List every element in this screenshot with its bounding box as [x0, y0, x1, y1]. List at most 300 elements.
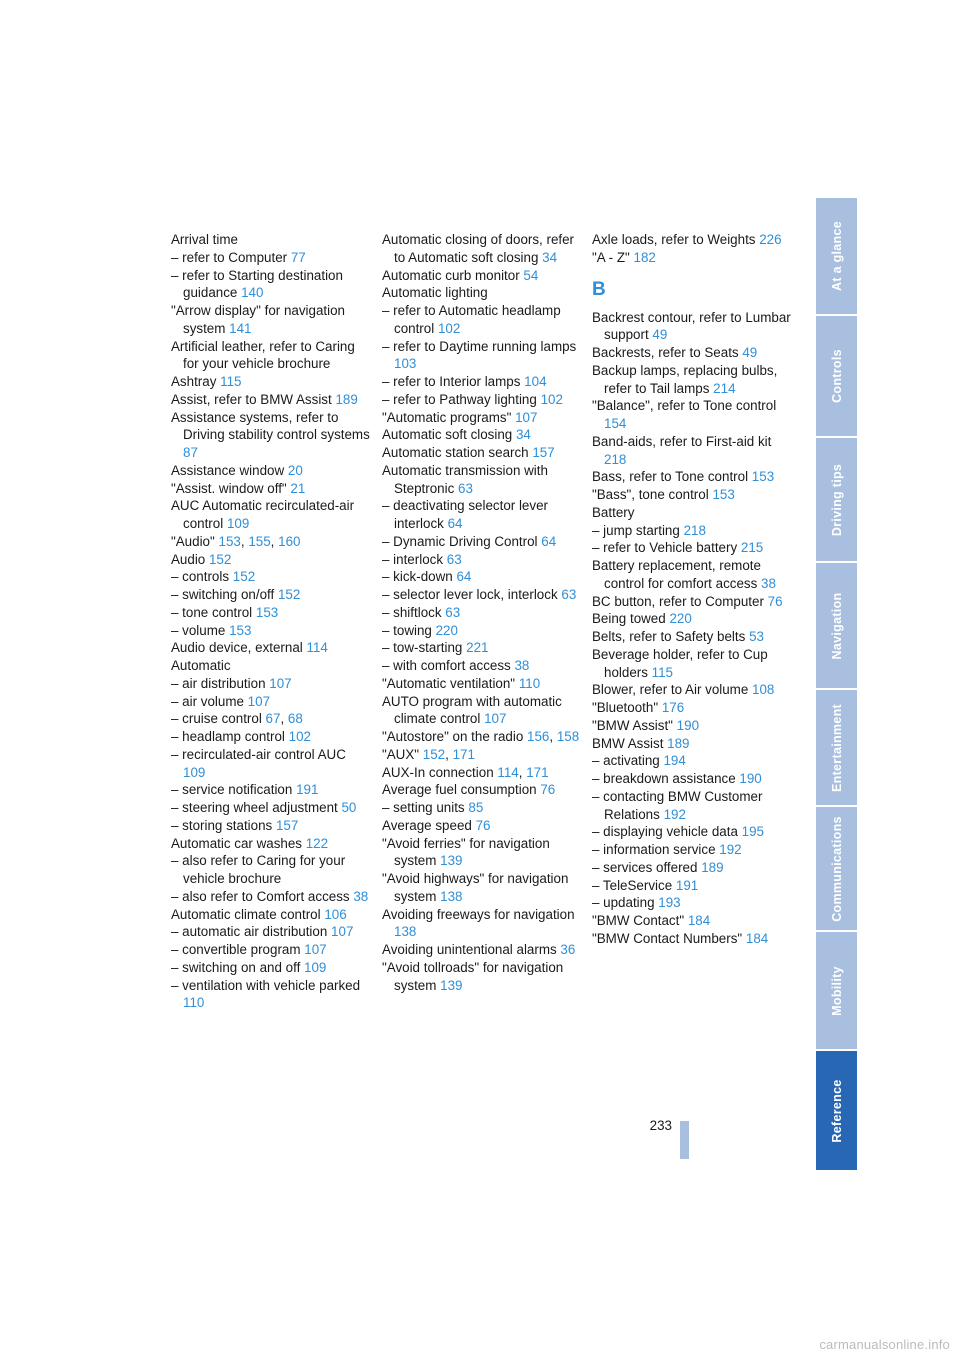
page-link[interactable]: 87 — [183, 445, 198, 460]
page-separator: , — [549, 729, 554, 744]
index-entry — [592, 894, 792, 912]
tab-label: Reference — [829, 1078, 844, 1143]
page-link[interactable]: 103 — [394, 356, 417, 372]
index-entry — [592, 433, 792, 469]
page-link[interactable]: 152 — [277, 587, 301, 602]
index-entry — [171, 852, 371, 888]
index-entry-text: – refer to Pathway lighting — [382, 391, 537, 407]
index-entry — [592, 362, 792, 398]
index-entry-text: – headlamp control — [171, 729, 285, 744]
index-entry — [171, 959, 371, 977]
page-link[interactable]: 122 — [305, 835, 329, 851]
index-entry-text: – shiftlock — [382, 604, 442, 620]
page-link[interactable]: 214 — [713, 380, 736, 396]
page-link[interactable]: 152 — [422, 746, 446, 762]
index-entry — [382, 231, 582, 267]
index-entry-text: – refer to Starting destination guidance — [171, 267, 343, 301]
page-link[interactable]: 20 — [287, 462, 303, 478]
page-link[interactable]: 176 — [661, 700, 685, 715]
page-link[interactable]: 53 — [749, 629, 764, 644]
index-entry — [171, 231, 371, 249]
page-link[interactable]: 107 — [484, 711, 507, 727]
page-link[interactable]: 160 — [278, 533, 301, 549]
index-entry — [592, 539, 792, 557]
index-entry — [592, 735, 792, 753]
index-entry — [171, 781, 371, 799]
index-entry — [171, 817, 371, 835]
page-link[interactable]: 63 — [458, 480, 473, 496]
page-link[interactable]: 64 — [447, 516, 463, 531]
page-link[interactable]: 108 — [752, 682, 775, 698]
index-entry-text: – refer to Automatic headlamp control — [382, 303, 561, 336]
index-entry-text: "Avoid ferries" for navigation system — [382, 835, 550, 869]
page-link[interactable]: 77 — [290, 249, 306, 265]
page-link[interactable]: 76 — [475, 817, 491, 833]
page-link[interactable]: 182 — [633, 249, 656, 265]
index-entry — [382, 551, 582, 569]
index-entry — [592, 912, 792, 930]
tab-entertainment[interactable] — [816, 690, 857, 807]
index-entry — [382, 639, 582, 657]
index-entry-text: – Dynamic Driving Control — [382, 533, 538, 549]
index-entry-text: – also refer to Caring for your vehicle brochure — [171, 853, 346, 886]
index-entry-text: – information service — [592, 842, 716, 857]
index-entry — [592, 344, 792, 362]
index-entry-text: "Avoid highways" for navigation system — [382, 871, 569, 904]
index-entry-text: Automatic closing of doors, refer to Automatic soft closing — [382, 232, 575, 265]
index-entry-text: "Audio" — [171, 533, 215, 549]
index-entry — [592, 628, 792, 646]
page-link[interactable]: 115 — [651, 664, 674, 680]
index-entry — [382, 462, 582, 498]
index-entry-text: "Avoid tollroads" for navigation system — [382, 959, 564, 993]
page-link[interactable]: 220 — [435, 622, 458, 638]
index-entry — [382, 497, 582, 533]
page-link[interactable]: 189 — [701, 859, 724, 875]
index-entry — [171, 941, 371, 959]
page-link[interactable]: 153 — [751, 469, 775, 485]
index-entry-text: – TeleService — [592, 877, 673, 893]
index-entry-text: Automatic car washes — [171, 835, 302, 851]
page-link[interactable]: 193 — [658, 895, 681, 911]
index-entry-text: Ashtray — [171, 374, 217, 389]
page-link[interactable]: 158 — [556, 729, 580, 744]
index-entry-text: Backrests, refer to Seats — [592, 345, 739, 360]
index-entry-text: AUTO program with automatic climate control — [382, 693, 562, 727]
page-link[interactable]: 50 — [341, 800, 357, 815]
index-entry — [592, 681, 792, 699]
tab-label: Navigation — [829, 592, 844, 659]
page-link[interactable]: 38 — [761, 575, 776, 591]
index-entry — [171, 693, 371, 711]
page-link[interactable]: 171 — [452, 746, 475, 762]
index-entry-text: AUX-In connection — [382, 764, 494, 780]
page-link[interactable]: 218 — [683, 522, 706, 538]
page-link[interactable]: 68 — [287, 711, 303, 727]
page-link[interactable]: 63 — [561, 587, 577, 602]
index-entry-text: – refer to Daytime running lamps — [382, 338, 577, 354]
page-link[interactable]: 138 — [394, 924, 417, 940]
index-entry — [382, 764, 582, 782]
page-link[interactable]: 102 — [288, 729, 311, 744]
index-entry-text: Average fuel consumption — [382, 782, 537, 798]
index-entry — [171, 799, 371, 817]
index-entry-text: – storing stations — [171, 817, 273, 833]
page-link[interactable]: 85 — [468, 800, 484, 815]
index-entry — [382, 373, 582, 391]
index-entry-text: Band-aids, refer to First-aid kit — [592, 433, 772, 449]
page-link[interactable]: 102 — [540, 391, 563, 407]
index-entry — [382, 675, 582, 693]
index-entry-text: "AUX" — [382, 746, 420, 762]
index-entry — [382, 267, 582, 285]
index-entry — [382, 622, 582, 640]
index-entry-text: – tone control — [171, 604, 253, 620]
page-separator: , — [270, 533, 275, 549]
index-entry — [382, 338, 582, 374]
page-number-bar — [680, 1121, 689, 1159]
page-link[interactable]: 107 — [515, 409, 538, 425]
index-entry-text: Automatic curb monitor — [382, 267, 520, 283]
page-link[interactable]: 218 — [604, 451, 627, 467]
index-entry-text: Arrival time — [171, 232, 238, 247]
index-column-3 — [592, 231, 792, 948]
index-entry — [171, 462, 371, 480]
index-entry-text: – with comfort access — [382, 658, 511, 673]
index-entry — [171, 657, 371, 675]
index-entry-text: – recirculated-air control AUC — [171, 746, 346, 762]
page-link[interactable]: 76 — [540, 782, 556, 798]
index-entry — [592, 486, 792, 504]
page-link[interactable]: 139 — [440, 977, 463, 993]
index-entry — [592, 823, 792, 841]
index-entry — [382, 799, 582, 817]
index-entry-text: – deactivating selector lever interlock — [382, 498, 548, 531]
index-entry — [592, 522, 792, 540]
page-link[interactable]: 152 — [208, 551, 232, 567]
index-entry-text: – cruise control — [171, 711, 262, 727]
tab-label: Driving tips — [829, 463, 844, 536]
index-entry — [592, 610, 792, 628]
index-entry-text: Automatic — [171, 658, 231, 673]
index-entry — [382, 959, 582, 995]
page-link[interactable]: 157 — [532, 445, 555, 460]
page-link[interactable]: 102 — [437, 320, 461, 336]
page-link[interactable]: 190 — [676, 717, 700, 733]
page-link[interactable]: 67 — [265, 711, 281, 727]
index-entry — [171, 888, 371, 906]
page-link[interactable]: 114 — [497, 764, 519, 780]
page-link[interactable]: 109 — [183, 764, 206, 780]
section-tabs — [816, 198, 857, 1172]
page-link[interactable]: 191 — [675, 877, 699, 893]
index-entry-text: BC button, refer to Computer — [592, 593, 764, 609]
index-entry-text: Battery — [592, 504, 635, 520]
index-entry — [382, 693, 582, 729]
index-entry — [592, 788, 792, 824]
index-entry — [171, 497, 371, 533]
index-entry — [592, 397, 792, 433]
index-entry-text: – breakdown assistance — [592, 771, 736, 786]
index-column-2 — [382, 231, 582, 994]
page-link[interactable]: 107 — [269, 675, 292, 691]
index-entry-text: – volume — [171, 622, 226, 638]
page-link[interactable]: 153 — [218, 533, 241, 549]
index-entry-text: – towing — [382, 622, 432, 638]
page-link[interactable]: 140 — [241, 285, 264, 301]
index-entry-text: Bass, refer to Tone control — [592, 469, 749, 485]
index-entry — [382, 941, 582, 959]
tab-at-a-glance[interactable] — [816, 198, 857, 316]
index-entry-text: Blower, refer to Air volume — [592, 682, 749, 698]
index-entry-text: – steering wheel adjustment — [171, 800, 338, 815]
page-link[interactable]: 171 — [526, 764, 549, 780]
page-link[interactable]: 109 — [226, 516, 250, 531]
index-entry — [171, 906, 371, 924]
index-entry — [382, 444, 582, 462]
page-link[interactable]: 189 — [667, 735, 690, 751]
index-entry — [171, 675, 371, 693]
page-link[interactable]: 49 — [742, 345, 758, 360]
index-entry — [171, 835, 371, 853]
page-link[interactable]: 154 — [604, 416, 627, 431]
page-link[interactable]: 107 — [304, 942, 327, 957]
index-entry-text: Avoiding freeways for navigation — [382, 906, 575, 922]
page-link[interactable]: 141 — [229, 320, 252, 336]
index-entry — [592, 699, 792, 717]
page-link[interactable]: 63 — [445, 604, 461, 620]
index-entry-text: Automatic lighting — [382, 285, 488, 301]
page-link[interactable]: 184 — [687, 913, 711, 928]
index-entry — [171, 746, 371, 782]
index-entry-text: – selector lever lock, interlock — [382, 587, 558, 602]
index-column-1 — [171, 231, 371, 1012]
index-entry — [171, 923, 371, 941]
page-link[interactable]: 184 — [745, 930, 769, 946]
page-link[interactable]: 194 — [663, 753, 686, 769]
page-link[interactable]: 139 — [440, 853, 463, 869]
index-entry — [171, 710, 371, 728]
index-entry-text: "Arrow display" for navigation system — [171, 303, 345, 336]
index-entry — [382, 302, 582, 338]
tab-label: Entertainment — [829, 703, 844, 792]
page-link[interactable]: 191 — [296, 782, 319, 798]
index-entry — [171, 604, 371, 622]
page-link[interactable]: 153 — [229, 622, 252, 638]
page-link[interactable]: 115 — [220, 374, 242, 389]
index-entry-text: – air volume — [171, 693, 244, 709]
index-entry — [382, 409, 582, 427]
page-link[interactable]: 152 — [232, 569, 256, 585]
index-entry — [171, 977, 371, 1013]
index-entry-text: "Assist. window off" — [171, 480, 287, 496]
index-entry-text: Backup lamps, replacing bulbs, refer to Tail lamps — [592, 362, 778, 396]
page-separator: , — [445, 746, 449, 762]
index-entry — [382, 906, 582, 942]
index-entry — [382, 426, 582, 444]
page-link[interactable]: 76 — [767, 593, 783, 609]
index-entry — [592, 717, 792, 735]
page-link[interactable]: 110 — [518, 675, 541, 691]
page-separator: , — [280, 711, 285, 727]
index-entry — [382, 657, 582, 675]
index-entry-text: – refer to Interior lamps — [382, 374, 521, 389]
index-entry-text: – setting units — [382, 800, 465, 815]
index-entry — [592, 593, 792, 611]
index-entry — [171, 586, 371, 604]
index-entry — [171, 568, 371, 586]
index-entry — [171, 267, 371, 303]
index-entry — [592, 309, 792, 345]
tab-communications[interactable] — [816, 807, 857, 932]
page-link[interactable]: 190 — [739, 771, 762, 786]
page-link[interactable]: 107 — [247, 693, 271, 709]
page-link[interactable]: 192 — [663, 806, 686, 822]
index-entry — [171, 302, 371, 338]
index-entry-text: – switching on and off — [171, 959, 301, 975]
index-entry-text: Audio — [171, 551, 206, 567]
index-entry-text: – service notification — [171, 782, 293, 798]
index-entry — [382, 835, 582, 871]
page-link[interactable]: 49 — [652, 327, 668, 343]
page-link[interactable]: 189 — [335, 391, 358, 407]
index-entry-text: Assistance systems, refer to Driving stability control systems — [171, 409, 370, 443]
index-entry-text: "Bass", tone control — [592, 487, 709, 502]
index-entry — [171, 639, 371, 657]
page-link[interactable]: 155 — [248, 533, 271, 549]
page-separator: , — [240, 533, 245, 549]
index-entry — [592, 930, 792, 948]
index-entry — [592, 249, 792, 267]
page-link[interactable]: 192 — [719, 842, 742, 857]
page-link[interactable]: 110 — [183, 995, 205, 1011]
index-entry — [382, 391, 582, 409]
index-entry-text: Automatic climate control — [171, 906, 321, 922]
page-link[interactable]: 38 — [514, 658, 530, 673]
index-entry — [592, 468, 792, 486]
index-entry — [171, 480, 371, 498]
page-number: 233 — [649, 1118, 672, 1133]
index-entry-text: Average speed — [382, 817, 472, 833]
index-entry-text: – controls — [171, 569, 230, 585]
page-link[interactable]: 157 — [275, 817, 299, 833]
page-link[interactable]: 226 — [759, 232, 782, 247]
index-entry — [592, 841, 792, 859]
index-entry-text: "BMW Contact" — [592, 913, 685, 928]
index-entry-text: – interlock — [382, 551, 444, 567]
index-entry-text: Assist, refer to BMW Assist — [171, 391, 332, 407]
page-link[interactable]: 221 — [466, 640, 489, 656]
index-entry-text: – air distribution — [171, 675, 266, 691]
index-entry-text: Belts, refer to Safety belts — [592, 629, 746, 644]
page-link[interactable]: 34 — [515, 427, 531, 443]
index-entry-text: – contacting BMW Customer Relations — [592, 788, 763, 822]
index-entry-text: – services offered — [592, 859, 698, 875]
page-link[interactable]: 38 — [353, 888, 369, 904]
index-entry-text: – updating — [592, 895, 655, 911]
index-entry — [592, 877, 792, 895]
tab-mobility[interactable] — [816, 932, 857, 1051]
index-entry-text: AUC Automatic recirculated-air control — [171, 498, 355, 531]
page-link[interactable]: 106 — [324, 906, 347, 922]
index-entry — [171, 622, 371, 640]
index-entry — [382, 781, 582, 799]
index-entry — [171, 728, 371, 746]
index-entry-text: Battery replacement, remote control for comfort access — [592, 558, 761, 591]
index-entry-text: Backrest contour, refer to Lumbar support — [592, 309, 791, 343]
index-entry — [592, 646, 792, 682]
index-entry-text: Audio device, external — [171, 640, 303, 656]
index-entry-text: – refer to Vehicle battery — [592, 540, 738, 556]
index-entry-text: "Automatic programs" — [382, 409, 512, 425]
index-entry — [592, 752, 792, 770]
index-entry-text: – also refer to Comfort access — [171, 888, 350, 904]
index-entry — [171, 409, 371, 462]
tab-driving-tips[interactable] — [816, 438, 857, 563]
tab-label: At a glance — [829, 221, 844, 291]
page-link[interactable]: 64 — [456, 569, 472, 585]
index-entry-text: Assistance window — [171, 462, 285, 478]
page-link[interactable]: 138 — [440, 888, 463, 904]
tab-reference[interactable] — [816, 1051, 857, 1172]
page-link[interactable]: 195 — [741, 824, 764, 840]
page-link[interactable]: 64 — [541, 533, 557, 549]
page-link[interactable]: 215 — [740, 540, 764, 556]
page-link[interactable]: 153 — [255, 604, 279, 620]
index-entry-text: – automatic air distribution — [171, 924, 328, 940]
index-entry-text: – activating — [592, 753, 660, 769]
index-entry-text: – refer to Computer — [171, 249, 288, 265]
index-entry — [382, 568, 582, 586]
index-entry — [592, 859, 792, 877]
page-link[interactable]: 156 — [527, 729, 550, 744]
index-entry-text: Axle loads, refer to Weights — [592, 232, 756, 247]
index-entry — [171, 533, 371, 551]
index-entry — [382, 817, 582, 835]
index-entry — [171, 338, 371, 374]
page-link[interactable]: 153 — [712, 487, 735, 502]
index-entry-text: – tow-starting — [382, 640, 463, 656]
page-link[interactable]: 34 — [542, 249, 558, 265]
index-entry-text: "Bluetooth" — [592, 700, 659, 715]
tab-label: Controls — [829, 349, 844, 403]
page-link[interactable]: 104 — [524, 374, 547, 389]
page-link[interactable]: 109 — [304, 959, 327, 975]
index-entry-text: Automatic station search — [382, 445, 529, 460]
page-link[interactable]: 220 — [669, 611, 692, 627]
page-link[interactable]: 36 — [560, 942, 576, 957]
page-separator: , — [518, 764, 523, 780]
index-entry-text: – convertible program — [171, 942, 301, 957]
index-entry — [382, 746, 582, 764]
tab-navigation[interactable] — [816, 563, 857, 690]
index-entry-text: Avoiding unintentional alarms — [382, 942, 557, 957]
index-entry — [592, 504, 792, 522]
page-link[interactable]: 114 — [306, 640, 328, 656]
tab-controls[interactable] — [816, 316, 857, 438]
index-entry-text: Automatic soft closing — [382, 427, 513, 443]
index-entry — [382, 284, 582, 302]
index-entry — [171, 391, 371, 409]
page-link[interactable]: 21 — [290, 480, 306, 496]
page-link[interactable]: 107 — [331, 924, 354, 940]
index-entry — [382, 533, 582, 551]
index-entry-text: – jump starting — [592, 522, 680, 538]
page-link[interactable]: 54 — [523, 267, 539, 283]
page-link[interactable]: 63 — [446, 551, 462, 567]
index-entry — [382, 586, 582, 604]
index-entry — [592, 231, 792, 249]
